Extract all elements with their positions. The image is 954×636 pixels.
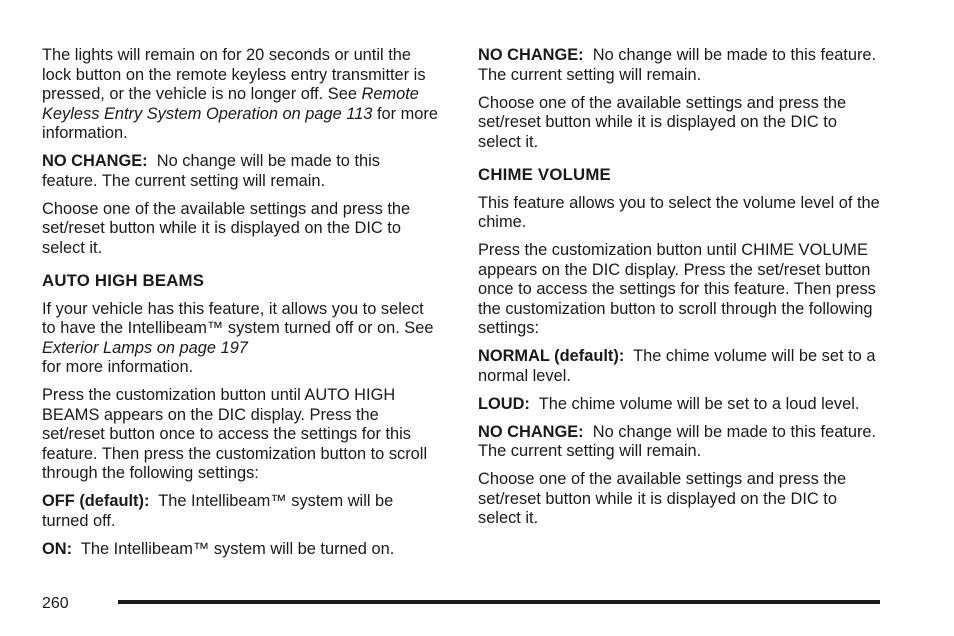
paragraph-chime-volume-instructions: Press the customization button until CHIME VOLUME appears on the DIC display. Press the set/reset button once to access the settings for this feature. Then press the customization button to scroll through the following settings: xyxy=(478,241,876,337)
cross-reference: Remote Keyless Entry System Operation on page 113 xyxy=(42,85,419,123)
section-heading-auto-high-beams: AUTO HIGH BEAMS xyxy=(42,271,205,290)
setting-description: The Intellibeam™ system will be turned on. xyxy=(80,539,395,558)
paragraph-choose-setting: Choose one of the available settings and press the set/reset button while it is displayed on the DIC to select it. xyxy=(478,93,847,151)
setting-description: No change will be made to this feature. The current setting will remain. xyxy=(478,422,877,460)
paragraph-lights-remain xyxy=(42,46,438,144)
paragraph-auto-high-beams-instructions: Press the customization button until AUTO HIGH BEAMS appears on the DIC display. Press the set/reset button once to access the settings for this feature. Then press the customization button to scroll through the following settings: xyxy=(42,386,428,482)
setting-description: No change will be made to this feature. The current setting will remain. xyxy=(42,152,380,190)
paragraph-text: for more information. xyxy=(42,104,439,142)
paragraph-chime-volume-intro: This feature allows you to select the volume level of the chime. xyxy=(478,193,880,231)
cross-reference: Exterior Lamps on page 197 xyxy=(42,338,248,357)
paragraph-loud xyxy=(478,395,882,415)
paragraph-text: The lights will remain on for 20 seconds or until the lock button on the remote keyless entry transmitter is pressed, or the vehicle is no longer off. See xyxy=(42,46,426,103)
paragraph-normal-default xyxy=(478,347,882,386)
setting-description: The chime volume will be set to a normal level. xyxy=(478,347,876,385)
setting-label: NO CHANGE: xyxy=(478,422,584,441)
page-number: 260 xyxy=(42,595,69,612)
paragraph-no-change xyxy=(478,46,882,85)
paragraph-auto-high-beams-intro xyxy=(42,300,438,378)
setting-label: NORMAL (default): xyxy=(478,347,625,365)
paragraph-choose-setting-2: Choose one of the available settings and press the set/reset button while it is displayed on the DIC to select it. xyxy=(478,470,847,527)
setting-description: The Intellibeam™ system will be turned off. xyxy=(42,492,394,530)
setting-label: LOUD: xyxy=(478,394,530,413)
setting-label: ON: xyxy=(42,539,73,558)
paragraph-off-default xyxy=(42,492,438,531)
paragraph-text: If your vehicle has this feature, it allows you to select to have the Intellibeam™ system turned off or on. See xyxy=(42,299,434,337)
left-column xyxy=(42,46,438,568)
setting-label: OFF (default): xyxy=(42,492,150,510)
setting-description: No change will be made to this feature. The current setting will remain. xyxy=(478,46,877,84)
footer-rule xyxy=(118,600,880,604)
paragraph-choose-setting: Choose one of the available settings and press the set/reset button while it is displayed on the DIC to select it. xyxy=(42,199,411,257)
setting-description: The chime volume will be set to a loud level. xyxy=(538,394,860,413)
paragraph-text: for more information. xyxy=(42,358,194,376)
setting-label: NO CHANGE: xyxy=(42,152,148,170)
section-heading-chime-volume: CHIME VOLUME xyxy=(478,165,611,184)
paragraph-no-change-2 xyxy=(478,423,882,462)
right-column xyxy=(478,46,882,537)
setting-label: NO CHANGE: xyxy=(478,46,584,64)
paragraph-on xyxy=(42,540,438,560)
paragraph-no-change xyxy=(42,152,438,191)
